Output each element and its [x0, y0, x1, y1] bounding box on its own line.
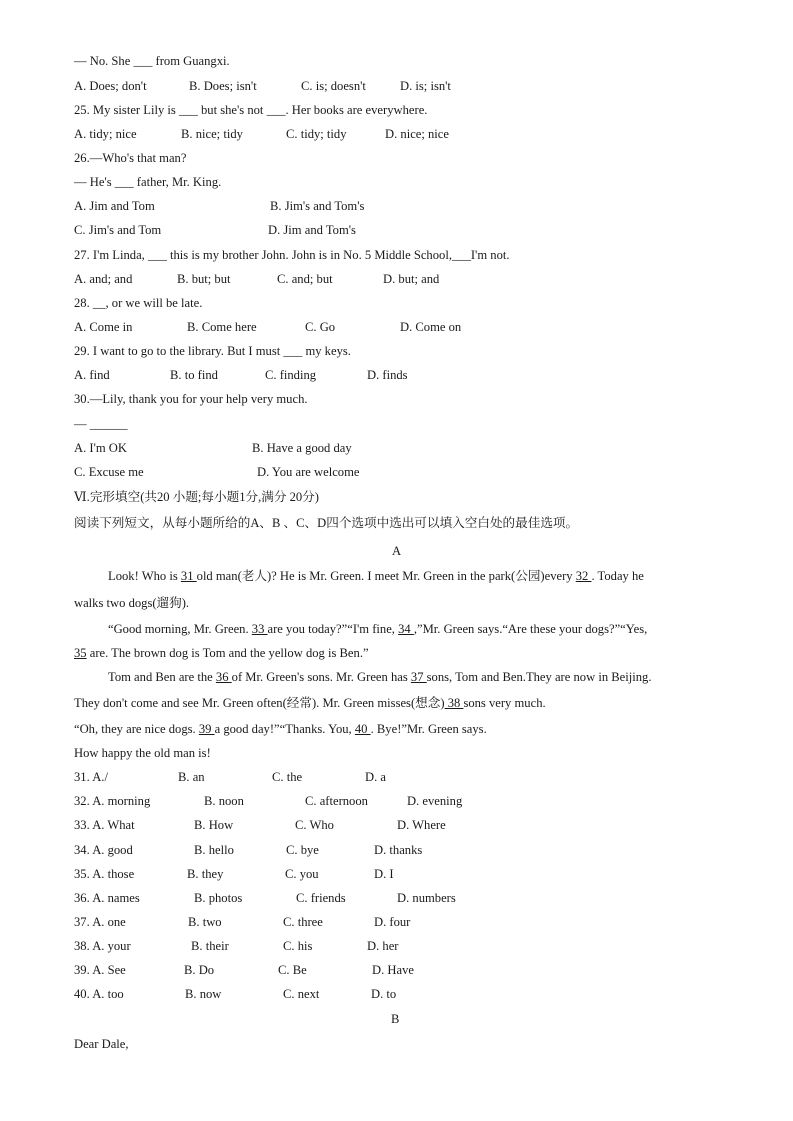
option-a: A. find	[74, 368, 110, 382]
option-b: B. to find	[170, 368, 218, 382]
option-b: B. nice; tidy	[181, 127, 243, 141]
option-d: D. You are welcome	[257, 465, 360, 479]
question-26: 26.—Who's that man?	[74, 151, 187, 165]
option-a: A. tidy; nice	[74, 127, 137, 141]
blank-36: 36	[215, 670, 232, 684]
passage-ending: How happy the old man is!	[74, 746, 211, 760]
section-heading: Ⅵ.完形填空(共20 小题;每小题1分,满分 20分)	[74, 490, 319, 504]
question-25: 25. My sister Lily is ___ but she's not ___. Her books are everywhere.	[74, 103, 428, 117]
option-d: D. nice; nice	[385, 127, 449, 141]
question-30-answer-line: — ______	[74, 417, 128, 431]
option-a: A. Does; don't	[74, 79, 147, 93]
blank-34: 34	[398, 622, 414, 636]
section-instructions: 阅读下列短文，从每小题所给的A、B 、C、D四个选项中选出可以填入空白处的最佳选项。	[74, 516, 579, 530]
option-b: B. but; but	[177, 272, 231, 286]
passage-paragraph-1-cont: walks two dogs(遛狗).	[74, 596, 190, 610]
option-c: C. is; doesn't	[301, 79, 366, 93]
blank-33: 33	[251, 622, 268, 636]
question-24-answer-line: — No. She ___ from Guangxi.	[74, 54, 230, 68]
option-b: B. Does; isn't	[189, 79, 257, 93]
option-c: C. Go	[305, 320, 336, 334]
option-c: C. Excuse me	[74, 465, 144, 479]
question-26-answer-line: — He's ___ father, Mr. King.	[74, 175, 222, 189]
passage-paragraph-3-cont: They don't come and see Mr. Green often(经常). Mr. Green misses(想念) 38 sons very much.	[74, 696, 546, 710]
option-a: A. I'm OK	[74, 441, 127, 455]
option-a: A. Jim and Tom	[74, 199, 155, 213]
option-b: B. Come here	[187, 320, 257, 334]
blank-31: 31	[180, 569, 197, 583]
option-c: C. finding	[265, 368, 317, 382]
blank-40: 40	[354, 722, 371, 736]
blank-32: 32	[575, 569, 592, 583]
letter-greeting: Dear Dale,	[74, 1037, 129, 1051]
option-c: C. Jim's and Tom	[74, 223, 162, 237]
option-b: B. Jim's and Tom's	[270, 199, 365, 213]
passage-b-label: B	[391, 1012, 400, 1026]
question-27: 27. I'm Linda, ___ this is my brother John. John is in No. 5 Middle School,___I'm not.	[74, 248, 510, 262]
option-c: C. and; but	[277, 272, 333, 286]
option-d: D. Come on	[400, 320, 462, 334]
blank-35: 35	[74, 646, 87, 660]
blank-38: 38	[444, 696, 464, 710]
option-d: D. Jim and Tom's	[268, 223, 356, 237]
question-28: 28. __, or we will be late.	[74, 296, 203, 310]
blank-39: 39	[198, 722, 215, 736]
passage-paragraph-1: Look! Who is 31 old man(老人)? He is Mr. Green. I meet Mr. Green in the park(公园)every 32 . Today he	[108, 569, 644, 583]
option-d: D. is; isn't	[400, 79, 451, 93]
document-page: — No. She ___ from Guangxi. A. Does; don't B. Does; isn't C. is; doesn't D. is; isn't 25. My sister Lily is ___ but she's not ___. Her books are everywhere. A. tidy; nice B. nice; tidy C. tidy; tidy D. nice; nice 26.—Who's that man? — He's ___ father, Mr. King. A. Jim and Tom B. Jim's and Tom's C. Jim's and Tom D. Jim and Tom's 27. I'm Linda, ___ this is my brother John. John is in No. 5 Middle School,___I'm not. A. and; and B. but; but C. and; but D. but; and 28. __, or we will be late. A. Come in B. Come here C. Go D. Come on 29. I want to go to the library. But I must ___ my keys. A. find B. to find C. finding D. finds 30.—Lily, thank you for your help very much. — ______ A. I'm OK B. Have a good day C. Excuse me D. You are welcome Ⅵ.完形填空(共20 小题;每小题1分,满分 20分) 阅读下列短文，从每小题所给的A、B 、C、D四个选项中选出可以填入空白处的最佳选项。 A Look! Who is 31 old man(老人)? He is Mr. Green. I meet Mr. Green in the park(公园)every 32 . Today he walks two dogs(遛狗). “Good morning, Mr. Green. 33 are you today?”“I'm fine, 34 ,”Mr. Green says.“Are these your dogs?”“Yes, 35 are. The brown dog is Tom and the yellow dog is Ben.” Tom and Ben are the 36 of Mr. Green's sons. Mr. Green has 37 sons, Tom and Ben.They are now in Beijing. They don't come and see Mr. Green often(经常). Mr. Green misses(想念) 38 sons very much. “Oh, they are nice dogs. 39 a good day!”“Thanks. You, 40 . Bye!”Mr. Green says. How happy the old man is! 31. A./ B. an C. the D. a 32. A. morning B. noon C. afternoon D. evening 33. A. What B. How C. Who D. Where 34. A. good B. hello C. bye D. thanks 35. A. those B. they C. you D. I 36. A. names B. photos C. friends D. numbers 37. A. one B. two C. three D. four 38. A. your B. their C. his D. her 39. A. See B. Do C. Be D. Have 40. A. too B. now C. next D. to B Dear Dale,	[74, 54, 652, 1051]
passage-paragraph-2: “Good morning, Mr. Green. 33 are you today?”“I'm fine, 34 ,”Mr. Green says.“Are these your dogs?”“Yes,	[108, 622, 648, 636]
option-d: D. finds	[367, 368, 408, 382]
question-29: 29. I want to go to the library. But I must ___ my keys.	[74, 344, 351, 358]
passage-paragraph-2-cont: 35 are. The brown dog is Tom and the yellow dog is Ben.”	[74, 646, 369, 660]
option-a: A. and; and	[74, 272, 133, 286]
passage-paragraph-3-cont2: “Oh, they are nice dogs. 39 a good day!”“Thanks. You, 40 . Bye!”Mr. Green says.	[74, 722, 487, 736]
option-a: A. Come in	[74, 320, 133, 334]
option-d: D. but; and	[383, 272, 440, 286]
option-c: C. tidy; tidy	[286, 127, 347, 141]
passage-a-label: A	[392, 544, 402, 558]
blank-37: 37	[410, 670, 427, 684]
question-30: 30.—Lily, thank you for your help very much.	[74, 392, 308, 406]
passage-paragraph-3: Tom and Ben are the 36 of Mr. Green's sons. Mr. Green has 37 sons, Tom and Ben.They are now in Beijing.	[108, 670, 652, 684]
option-b: B. Have a good day	[252, 441, 352, 455]
